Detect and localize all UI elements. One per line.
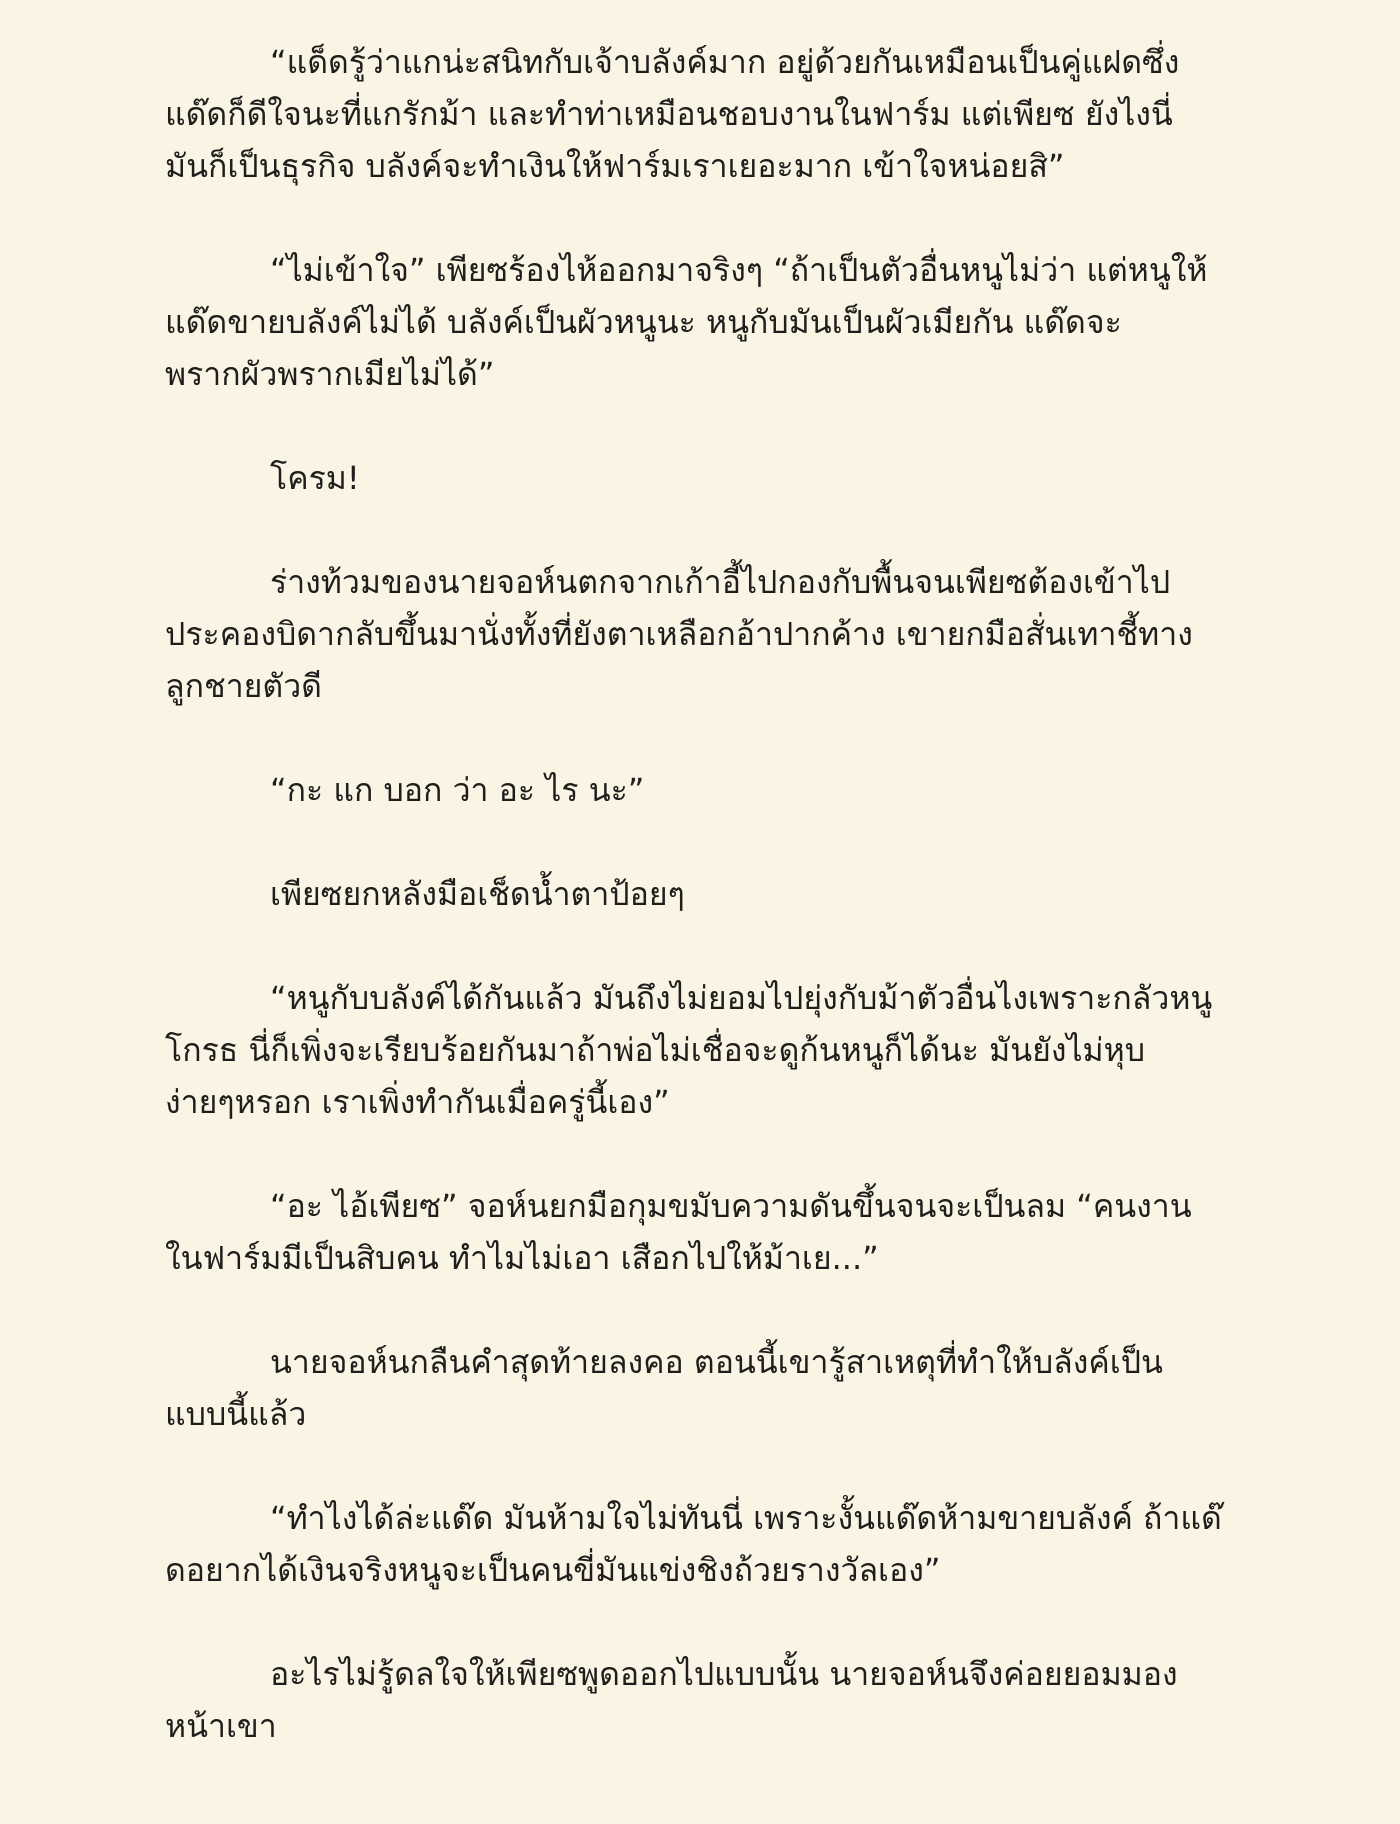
paragraph — [165, 1492, 1255, 1596]
paragraph-line: “ไม่เข้าใจ” เพียซร้องไห้ออกมาจริงๆ “ถ้าเป็นตัวอื่นหนูไม่ว่า แต่หนูให้ — [270, 251, 1208, 289]
paragraph-line: ดอยากได้เงินจริงหนูจะเป็นคนขี่มันแข่งชิงถ้วยรางวัลเอง” — [165, 1551, 941, 1589]
paragraph-line: “หนูกับบลังค์ได้กันแล้ว มันถึงไม่ยอมไปยุ่งกับม้าตัวอื่นไงเพราะกลัวหนู — [270, 979, 1213, 1017]
paragraph-line: พรากผัวพรากเมียไม่ได้” — [165, 355, 495, 393]
paragraph-line: “กะ แก บอก ว่า อะ ไร นะ” — [270, 771, 645, 809]
paragraph-line: ในฟาร์มมีเป็นสิบคน ทำไมไม่เอา เสือกไปให้ม้าเย...” — [165, 1239, 879, 1277]
paragraph-line: แด๊ดก็ดีใจนะที่แกรักม้า และทำท่าเหมือนชอบงานในฟาร์ม แต่เพียซ ยังไงนี่ — [165, 95, 1173, 133]
paragraph-line: โครม! — [270, 459, 360, 497]
paragraph-line: นายจอห์นกลืนคำสุดท้ายลงคอ ตอนนี้เขารู้สาเหตุที่ทำให้บลังค์เป็น — [270, 1343, 1163, 1381]
paragraph-line: ลูกชายตัวดี — [165, 667, 322, 705]
paragraph-line: แด๊ดขายบลังค์ไม่ได้ บลังค์เป็นผัวหนูนะ หนูกับมันเป็นผัวเมียกัน แด๊ดจะ — [165, 303, 1122, 341]
paragraph-line: “ทำไงได้ล่ะแด๊ด มันห้ามใจไม่ทันนี่ เพราะงั้นแด๊ดห้ามขายบลังค์ ถ้าแด๊ — [270, 1499, 1222, 1537]
paragraph-line: แบบนี้แล้ว — [165, 1395, 307, 1433]
paragraph-line: ง่ายๆหรอก เราเพิ่งทำกันเมื่อครู่นี้เอง” — [165, 1083, 670, 1121]
paragraph — [165, 1180, 1255, 1284]
paragraph — [165, 244, 1255, 400]
paragraph-line: หน้าเขา — [165, 1707, 277, 1745]
paragraph-line: “อะ ไอ้เพียซ” จอห์นยกมือกุมขมับความดันขึ้นจนจะเป็นลม “คนงาน — [270, 1187, 1192, 1225]
paragraph — [165, 36, 1255, 192]
paragraph-line: “แด็ดรู้ว่าแกน่ะสนิทกับเจ้าบลังค์มาก อยู่ด้วยกันเหมือนเป็นคู่แฝดซึ่ง — [270, 43, 1180, 81]
paragraph — [165, 764, 1255, 816]
story-text — [165, 36, 1255, 1804]
paragraph — [165, 452, 1255, 504]
paragraph-line: เพียซยกหลังมือเช็ดน้ำตาป้อยๆ — [270, 875, 685, 913]
paragraph-line: ประคองบิดากลับขึ้นมานั่งทั้งที่ยังตาเหลือกอ้าปากค้าง เขายกมือสั่นเทาชี้ทาง — [165, 615, 1193, 653]
paragraph-line: ร่างท้วมของนายจอห์นตกจากเก้าอี้ไปกองกับพื้นจนเพียซต้องเข้าไป — [270, 563, 1171, 601]
paragraph — [165, 868, 1255, 920]
paragraph-line: โกรธ นี่ก็เพิ่งจะเรียบร้อยกันมาถ้าพ่อไม่เชื่อจะดูก้นหนูก็ได้นะ มันยังไม่หุบ — [165, 1031, 1146, 1069]
paragraph — [165, 1648, 1255, 1752]
paragraph-line: อะไรไม่รู้ดลใจให้เพียซพูดออกไปแบบนั้น นายจอห์นจึงค่อยยอมมอง — [270, 1655, 1178, 1693]
paragraph — [165, 1336, 1255, 1440]
paragraph — [165, 972, 1255, 1128]
paragraph-line: มันก็เป็นธุรกิจ บลังค์จะทำเงินให้ฟาร์มเราเยอะมาก เข้าใจหน่อยสิ” — [165, 147, 1065, 185]
paragraph — [165, 556, 1255, 712]
